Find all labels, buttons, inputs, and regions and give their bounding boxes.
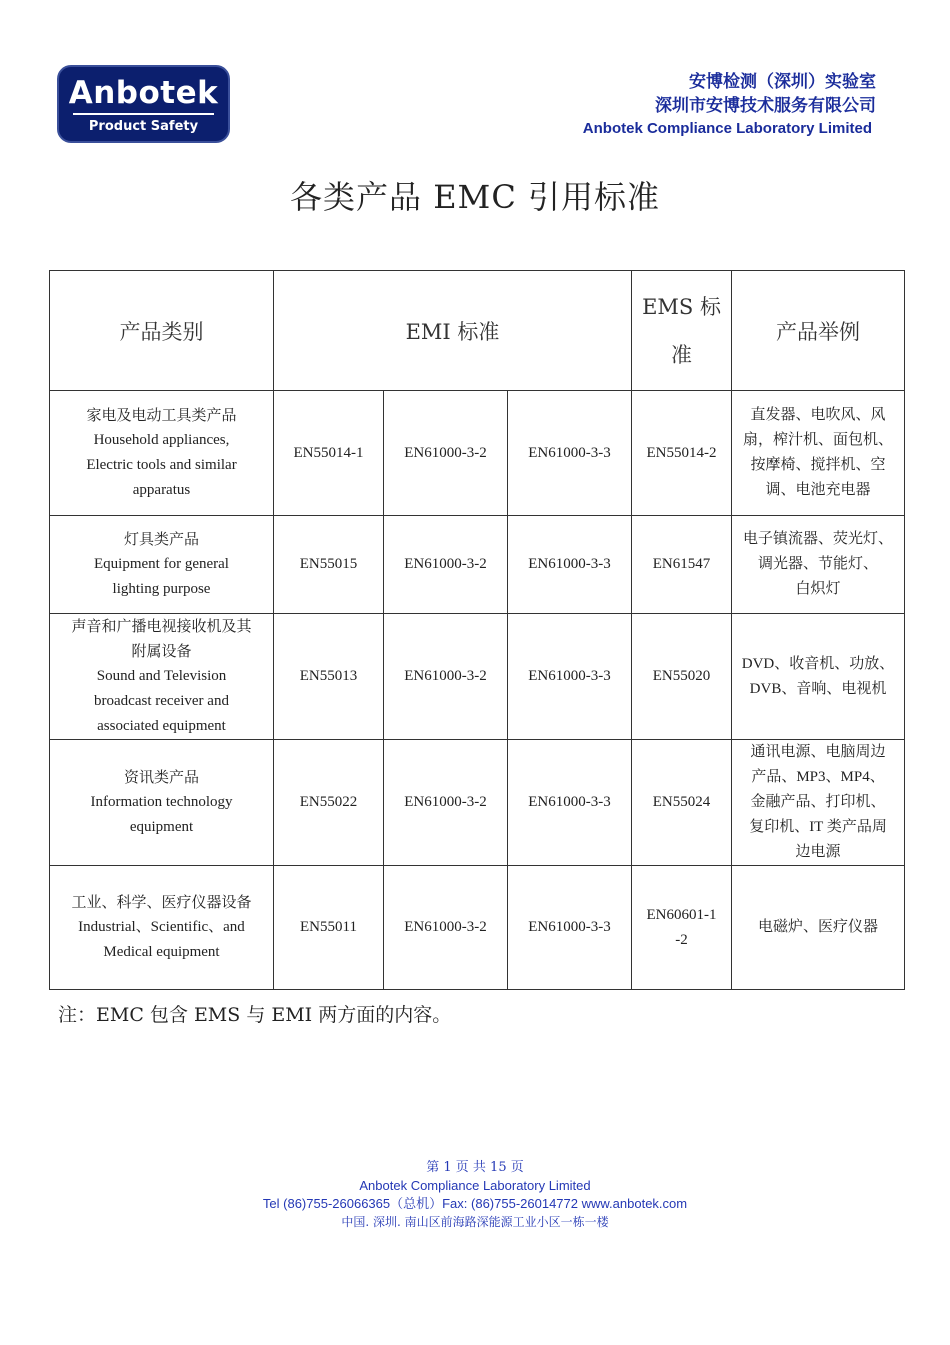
example-line: 通讯电源、电脑周边 — [750, 744, 886, 760]
emi-standard-cell: EN61000-3-3 — [508, 740, 632, 866]
ems-standard-cell: EN61547 — [632, 516, 732, 614]
emi-standard-cell: EN55014-1 — [274, 391, 384, 516]
example-line: 电子镇流器、荧光灯、 — [743, 531, 894, 547]
table-row — [50, 516, 905, 614]
header-ems — [632, 271, 732, 391]
table-header-row — [50, 271, 905, 391]
example-line: 白炽灯 — [795, 581, 841, 597]
category-line: Information technology — [90, 794, 233, 810]
ems-standard-cell: EN55024 — [632, 740, 732, 866]
example-line: DVD、收音机、功放、 — [741, 655, 895, 672]
emi-standard-cell: EN61000-3-3 — [508, 614, 632, 740]
category-line: 声音和广播电视接收机及其 — [71, 617, 252, 635]
example-line: 调光器、节能灯、 — [758, 556, 879, 572]
footer-contact: Tel (86)755-26066365（总机）Fax: (86)755-26014772 www.anbotek.com — [262, 1196, 688, 1211]
footnote: 注：EMC 包含 EMS 与 EMI 两方面的内容。 — [58, 1004, 452, 1026]
emc-standards-table — [49, 270, 905, 990]
footer-company: Anbotek Compliance Laboratory Limited — [359, 1178, 591, 1193]
example-line: 电磁炉、医疗仪器 — [758, 919, 879, 935]
emi-standard-cell: EN55013 — [274, 614, 384, 740]
document-title: 各类产品 EMC 引用标准 — [290, 178, 660, 216]
category-cell — [50, 614, 274, 740]
emi-standard-cell: EN61000-3-3 — [508, 866, 632, 990]
example-line: 调、电池充电器 — [765, 482, 871, 498]
example-line: 复印机、IT 类产品周 — [749, 819, 887, 835]
emi-standard-cell: EN61000-3-3 — [508, 516, 632, 614]
emi-standard-cell: EN61000-3-2 — [384, 516, 508, 614]
category-line: 附属设备 — [131, 642, 192, 660]
category-line: Equipment for general — [94, 556, 229, 572]
example-line: 边电源 — [795, 844, 841, 860]
category-cell — [50, 740, 274, 866]
header-emi: EMI 标准 — [274, 271, 632, 391]
header-ems-line1: EMS 标 — [642, 294, 721, 319]
example-line: DVB、音响、电视机 — [749, 680, 887, 697]
table-body — [50, 391, 905, 990]
company-name-en: Anbotek Compliance Laboratory Limited — [582, 120, 872, 137]
examples-cell — [732, 516, 905, 614]
table-row — [50, 866, 905, 990]
table-row — [50, 391, 905, 516]
example-line: 产品、MP3、MP4、 — [751, 769, 885, 785]
emi-standard-cell: EN61000-3-3 — [508, 391, 632, 516]
ems-line: EN60601-1 — [646, 906, 717, 923]
category-line: 家电及电动工具类产品 — [86, 406, 237, 424]
category-line: lighting purpose — [112, 581, 211, 597]
examples-cell — [732, 740, 905, 866]
example-line: 按摩椅、搅拌机、空 — [750, 457, 886, 473]
logo-brand: Anbotek — [68, 75, 219, 111]
example-line: 直发器、电吹风、风 — [750, 407, 886, 423]
category-line: 工业、科学、医疗仪器设备 — [71, 893, 252, 911]
emi-standard-cell: EN61000-3-2 — [384, 391, 508, 516]
header-examples: 产品举例 — [732, 271, 905, 391]
category-cell — [50, 866, 274, 990]
category-line: associated equipment — [97, 718, 226, 734]
company-header — [582, 70, 876, 140]
page-footer — [0, 1159, 950, 1231]
example-line: 金融产品、打印机、 — [750, 794, 886, 810]
category-line: Household appliances, — [93, 432, 230, 448]
category-line: Medical equipment — [103, 944, 220, 960]
category-line: 资讯类产品 — [123, 768, 199, 786]
company-name-cn-lab: 安博检测（深圳）实验室 — [689, 72, 876, 92]
emi-standard-cell: EN55011 — [274, 866, 384, 990]
footer-address: 中国. 深圳. 南山区前海路深能源工业小区一栋一楼 — [341, 1215, 609, 1229]
logo-tagline: Product Safety — [88, 119, 199, 134]
category-line: Sound and Television — [96, 668, 227, 684]
emi-standard-cell: EN61000-3-2 — [384, 740, 508, 866]
category-line: 灯具类产品 — [123, 530, 199, 548]
emi-standard-cell: EN55015 — [274, 516, 384, 614]
emi-standard-cell: EN61000-3-2 — [384, 866, 508, 990]
example-line: 扇，榨汁机、面包机、 — [743, 432, 894, 448]
table-row — [50, 740, 905, 866]
ems-standard-cell: EN55020 — [632, 614, 732, 740]
category-line: Industrial、Scientific、and — [78, 919, 245, 935]
logo-divider — [73, 113, 214, 115]
category-line: apparatus — [132, 482, 191, 498]
header-ems-line2: 准 — [671, 342, 693, 367]
examples-cell — [732, 614, 905, 740]
category-line: equipment — [129, 819, 194, 835]
emi-standard-cell: EN61000-3-2 — [384, 614, 508, 740]
company-logo — [57, 65, 230, 143]
ems-standard-cell — [632, 866, 732, 990]
category-line: Electric tools and similar — [86, 457, 237, 473]
examples-cell — [732, 391, 905, 516]
ems-line: -2 — [675, 931, 688, 948]
category-line: broadcast receiver and — [94, 693, 229, 709]
examples-cell — [732, 866, 905, 990]
header-category: 产品类别 — [50, 271, 274, 391]
company-name-cn-service: 深圳市安博技术服务有限公司 — [655, 96, 876, 116]
page-number: 第 1 页 共 15 页 — [426, 1160, 524, 1175]
ems-standard-cell: EN55014-2 — [632, 391, 732, 516]
table-row — [50, 614, 905, 740]
category-cell — [50, 391, 274, 516]
emi-standard-cell: EN55022 — [274, 740, 384, 866]
category-cell — [50, 516, 274, 614]
